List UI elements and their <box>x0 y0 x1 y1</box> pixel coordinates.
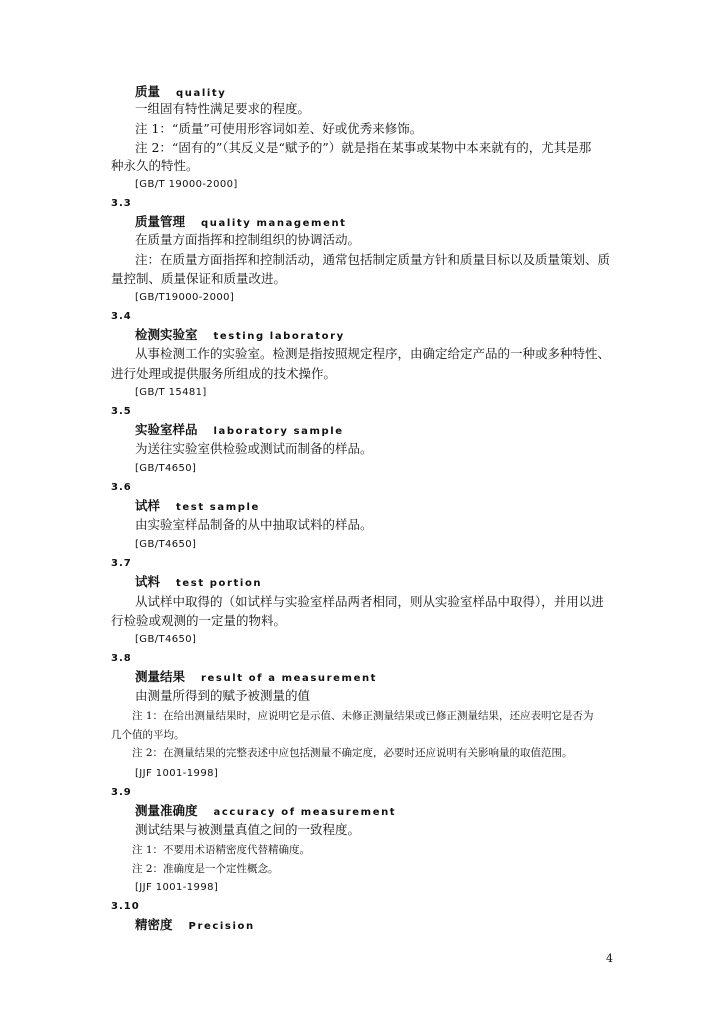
note-line: 注 1：“质量”可使用形容词如差、好或优秀来修饰。 <box>135 121 423 136</box>
term-en: testing laboratory <box>213 331 345 342</box>
clause-number: 3.10 <box>111 901 140 912</box>
term-heading <box>135 669 377 687</box>
note-line: 注 1：不要用术语精密度代替精确度。 <box>132 844 311 856</box>
note-line: 注：在质量方面指挥和控制活动，通常包括制定质量方针和质量目标以及质量策划、质 <box>135 252 611 267</box>
term-en: Precision <box>188 921 255 932</box>
term-en: result of a measurement <box>201 673 378 684</box>
term-zh: 测量准确度 <box>135 803 198 818</box>
reference: [GB/T4650] <box>135 634 197 645</box>
reference: [GB/T19000-2000] <box>135 292 235 303</box>
note-line: 几个值的平均。 <box>111 729 185 741</box>
definition-line: 行检验或观测的一定量的物料。 <box>111 613 287 628</box>
definition-line: 在质量方面指挥和控制组织的协调活动。 <box>135 232 361 247</box>
note-line: 注 1：在给出测量结果时，应说明它是示值、未修正测量结果或已修正测量结果，还应表明它是否为 <box>132 710 594 722</box>
term-heading <box>135 214 347 232</box>
term-heading <box>135 803 396 821</box>
note-line: 注 2：准确度是一个定性概念。 <box>132 863 279 875</box>
term-zh: 实验室样品 <box>135 422 198 437</box>
note-line: 注 2：在测量结果的完整表述中应包括测量不确定度，必要时还应说明有关影响量的取值范围。 <box>132 747 573 759</box>
term-heading <box>135 327 345 345</box>
reference: [GB/T 15481] <box>135 387 207 398</box>
definition-line: 测试结果与被测量真值之间的一致程度。 <box>135 822 361 837</box>
definition-line: 由测量所得到的赋予被测量的值 <box>135 688 311 703</box>
term-en: laboratory sample <box>213 426 344 437</box>
definition-line: 从事检测工作的实验室。检测是指按照规定程序，由确定给定产品的一种或多种特性、 <box>135 346 611 361</box>
reference: [GB/T4650] <box>135 463 197 474</box>
reference: [GB/T 19000-2000] <box>135 179 238 190</box>
term-en: quality <box>176 88 227 99</box>
term-zh: 检测实验室 <box>135 327 198 342</box>
clause-number: 3.6 <box>111 482 132 493</box>
reference: [JJF 1001-1998] <box>135 768 219 779</box>
definition-line: 为送往实验室供检验或测试而制备的样品。 <box>135 441 373 456</box>
clause-number: 3.9 <box>111 787 132 798</box>
clause-number: 3.7 <box>111 558 132 569</box>
term-en: quality management <box>201 218 347 229</box>
term-zh: 精密度 <box>135 917 173 932</box>
term-zh: 质量管理 <box>135 214 186 229</box>
term-heading <box>135 422 344 440</box>
term-zh: 质量 <box>135 84 161 99</box>
term-en: accuracy of measurement <box>213 807 397 818</box>
term-heading <box>135 84 226 102</box>
term-zh: 试料 <box>135 574 161 589</box>
clause-number: 3.5 <box>111 406 132 417</box>
term-zh: 测量结果 <box>135 669 186 684</box>
note-line: 量控制、质量保证和质量改进。 <box>111 271 287 286</box>
definition-line: 由实验室样品制备的从中抽取试料的样品。 <box>135 517 373 532</box>
clause-number: 3.8 <box>111 653 132 664</box>
term-heading <box>135 498 260 516</box>
clause-number: 3.4 <box>111 311 132 322</box>
reference: [GB/T4650] <box>135 539 197 550</box>
definition-line: 一组固有特性满足要求的程度。 <box>135 101 311 116</box>
term-zh: 试样 <box>135 498 161 513</box>
reference: [JJF 1001-1998] <box>135 882 219 893</box>
definition-line: 进行处理或提供服务所组成的技术操作。 <box>111 366 337 381</box>
term-heading <box>135 574 262 592</box>
term-en: test portion <box>176 578 263 589</box>
note-line: 种永久的特性。 <box>111 158 199 173</box>
note-line: 注 2：“固有的”（其反义是“赋予的”）就是指在某事或某物中本来就有的，尤其是那 <box>135 140 592 155</box>
term-en: test sample <box>176 502 260 513</box>
definition-line: 从试样中取得的（如试样与实验室样品两者相同，则从实验室样品中取得），并用以进 <box>135 594 604 609</box>
clause-number: 3.3 <box>111 198 132 209</box>
term-heading <box>135 917 255 935</box>
page-number: 4 <box>606 952 613 965</box>
